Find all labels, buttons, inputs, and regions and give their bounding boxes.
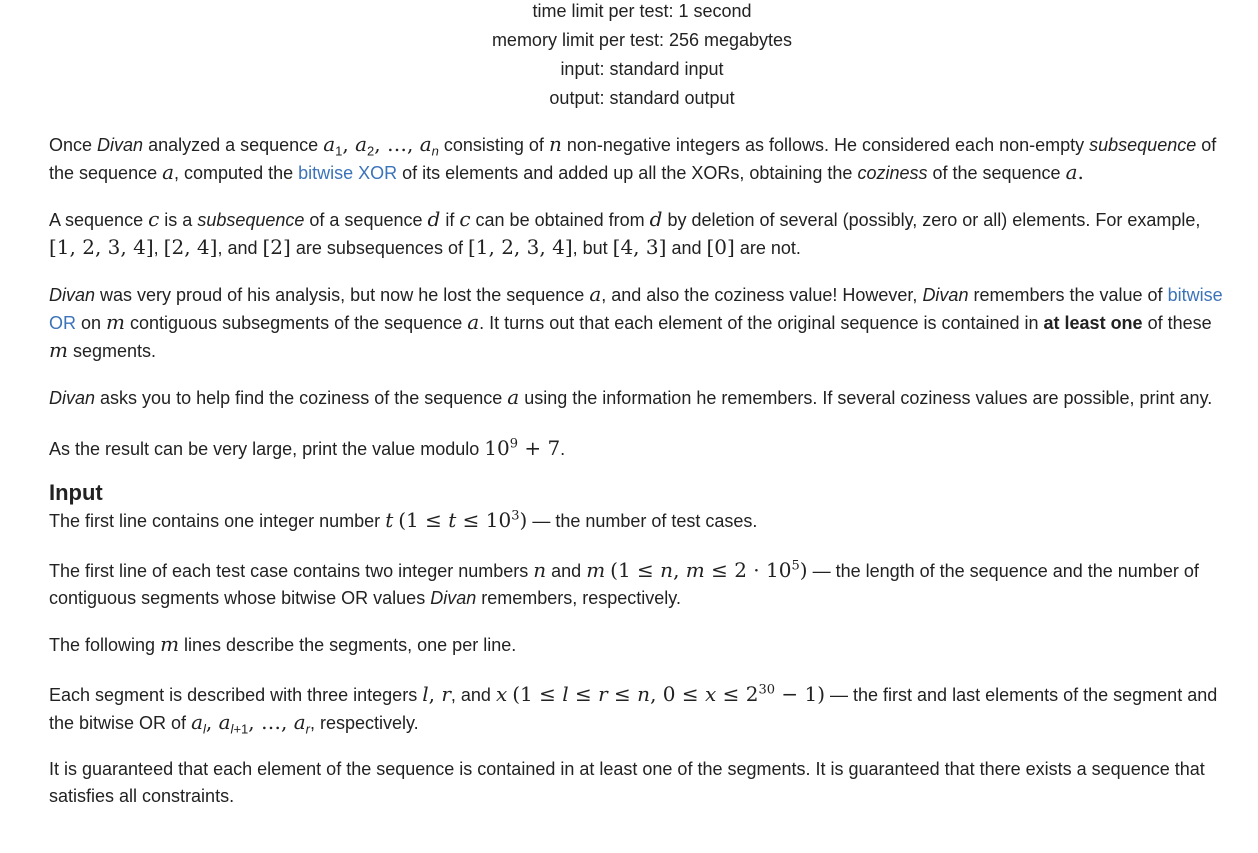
input-paragraph-3: The following m lines describe the segments, one per line.	[49, 632, 517, 656]
statement-paragraph-4: Divan asks you to help find the coziness of the sequence a using the information he remembers. If several coziness values are possible, print any.	[49, 385, 1213, 409]
input-paragraph-1: The first line contains one integer number t $(1 \le t \le 10^3)$ — the number of test cases.	[49, 508, 758, 532]
input-paragraph-2: The first line of each test case contains two integer numbers n and m (1 ≤ n, $m \le 2 \cdot 10^5$) — the length of the sequence and the number of contiguous segments whose bitwise OR values Divan remembers, respectively.	[49, 558, 1199, 608]
input-paragraph-5: It is guaranteed that each element of the sequence is contained in at least one of the segments. It is guaranteed that there exists a sequence that satisfies all constraints.	[49, 759, 1205, 806]
time-limit: time limit per test: 1 second	[532, 1, 752, 21]
problem-header	[0, 0, 1258, 113]
statement-paragraph-1: Once Divan analyzed a sequence $a_1$, $a_2$, …, $a_n$ consisting of n non-negative integers as follows. He considered each non-empty subsequence of the sequence a, computed the bitwise XOR of its elements and added up all the XORs, obtaining the coziness of the sequence a.	[49, 132, 1217, 184]
statement-paragraph-2: A sequence c is a subsequence of a sequence d if c can be obtained from d by deletion of several (possibly, zero or all) elements. For example, [1, 2, 3, 4], [2, 4], and [2] are subsequences of [1, 2, 3, 4], but [4, 3] and [0] are not.	[49, 207, 1201, 259]
input-section-title: Input	[49, 480, 103, 505]
memory-limit: memory limit per test: 256 megabytes	[491, 30, 793, 50]
statement-paragraph-5: As the result can be very large, print the value modulo $10^9 + 7$.	[49, 436, 566, 460]
bitwise-xor-link[interactable]: bitwise XOR	[298, 163, 398, 183]
statement-paragraph-3: Divan was very proud of his analysis, but now he lost the sequence a, and also the coziness value! However, Divan remembers the value of bitwise OR on m contiguous subsegments of the sequence a. It turns out that each element of the original sequence is contained in at least one of these m segments.	[49, 282, 1223, 362]
output-spec: output: standard output	[549, 88, 735, 108]
bitwise-or-link[interactable]: bitwise OR	[49, 285, 1223, 333]
input-spec: input: standard input	[560, 59, 724, 79]
input-section	[49, 479, 1229, 810]
input-paragraph-4: Each segment is described with three integers l, r, and x (1 ≤ l ≤ r ≤ n, $0 \le x \le 2^{30} - 1$) — the first and last elements of the segment and the bitwise OR of $a_l$, $a_{l+1}$, …, $a_r$, respectively.	[49, 682, 1218, 737]
problem-statement	[49, 131, 1229, 810]
